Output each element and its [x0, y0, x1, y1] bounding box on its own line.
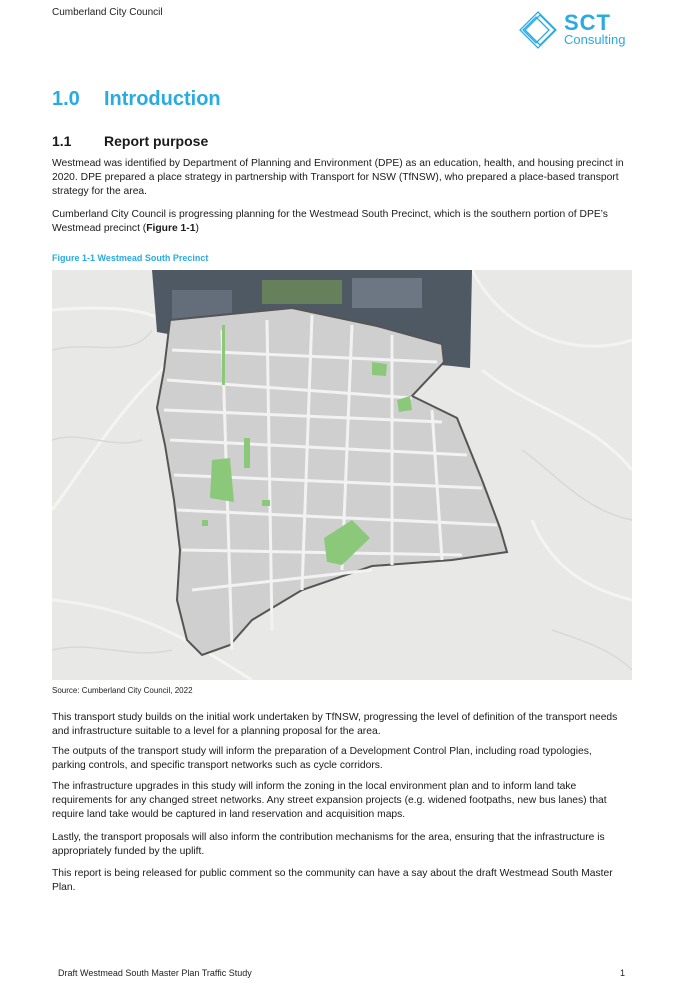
- section-number: 1.0: [52, 88, 80, 110]
- paragraph-text: Cumberland City Council is progressing planning for the Westmead South Precinct, which is the southern portion of DPE’s Westmead precinct (: [52, 209, 608, 234]
- subsection-number: 1.1: [52, 133, 72, 149]
- header-client-name: Cumberland City Council: [52, 7, 163, 18]
- paragraph-text: ): [195, 223, 199, 234]
- footer-page-number: 1: [620, 968, 626, 978]
- figure-source: Source: Cumberland City Council, 2022: [52, 686, 193, 695]
- paragraph: The infrastructure upgrades in this study will inform the zoning in the local environment plan and to inform land take requirements for any changed street networks. Any street expansion projects (e.g. widened footpaths, new bus lanes) that require land take would be captured in land reservation and acquisition maps.: [52, 781, 607, 820]
- figure-caption: Figure 1-1 Westmead South Precinct: [52, 253, 209, 263]
- paragraph: Lastly, the transport proposals will also inform the contribution mechanisms for the area, ensuring that the infrastructure is appropriately funded by the uplift.: [52, 832, 605, 857]
- logo-main-text: SCT: [564, 10, 611, 35]
- figure-reference-link[interactable]: Figure 1-1: [146, 223, 196, 234]
- sct-logo: [518, 10, 638, 52]
- paragraph: This report is being released for public comment so the community can have a say about the draft Westmead South Master Plan.: [52, 868, 613, 893]
- paragraph: The outputs of the transport study will inform the preparation of a Development Control Plan, including road typologies, parking controls, and specific transport networks such as cycle corridors.: [52, 746, 592, 771]
- section-heading: [52, 88, 221, 111]
- subsection-title: Report purpose: [104, 133, 209, 149]
- subsection-heading: [52, 133, 208, 149]
- precinct-map-graphic: [52, 270, 632, 680]
- paragraph: [52, 208, 628, 236]
- footer-document-title: Draft Westmead South Master Plan Traffic Study: [58, 968, 252, 978]
- paragraph: Westmead was identified by Department of Planning and Environment (DPE) as an education, health, and housing precinct in 2020. DPE prepared a place strategy in partnership with Transport for NSW (TfNSW), who prepared a place-based transport strategy for the area.: [52, 158, 624, 197]
- paragraph: This transport study builds on the initial work undertaken by TfNSW, progressing the level of definition of the transport needs and infrastructure suitable to a level for a planning proposal for the area.: [52, 712, 618, 737]
- diamond-logo-icon: [518, 10, 562, 52]
- logo-sub-text: Consulting: [564, 32, 626, 47]
- section-title: Introduction: [104, 88, 221, 110]
- precinct-map: [52, 270, 632, 680]
